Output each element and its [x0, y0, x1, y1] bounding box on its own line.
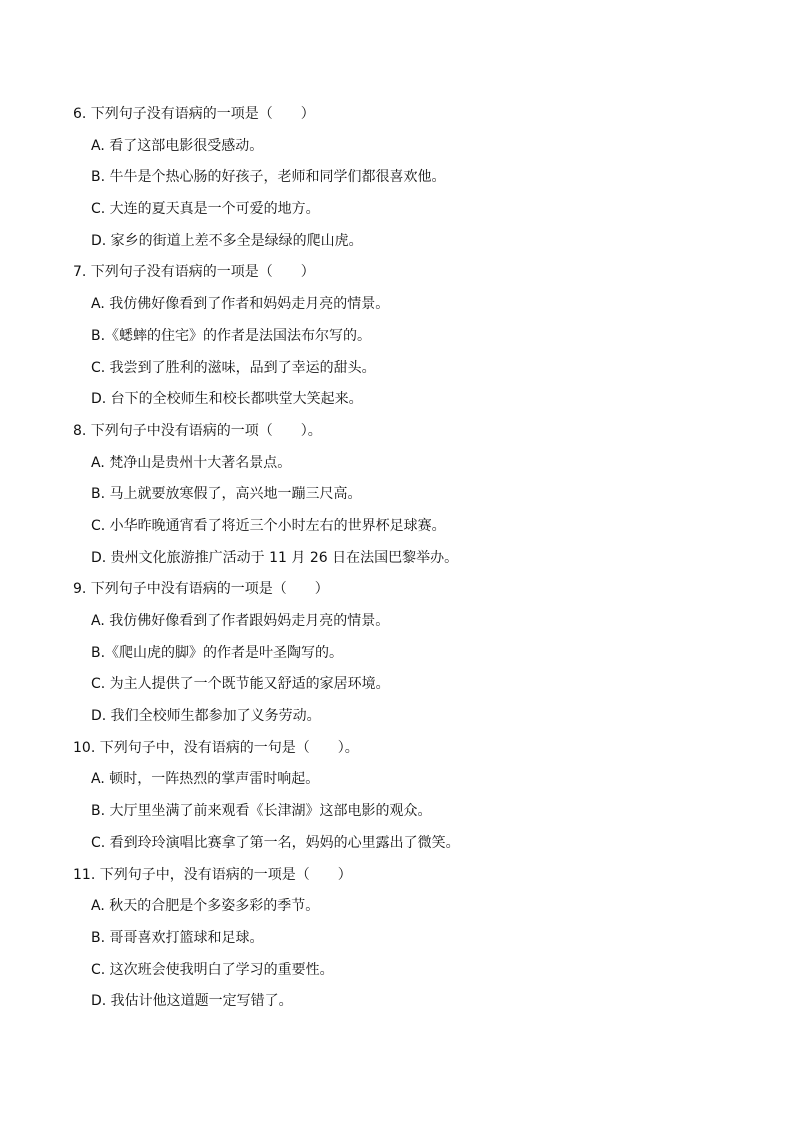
question-stem: 8. 下列句子中没有语病的一项（ ）。 — [73, 422, 322, 439]
question-8 — [73, 416, 753, 574]
option-b: B.《蟋蟀的住宅》的作者是法国法布尔写的。 — [91, 327, 372, 344]
option-b: B. 马上就要放寒假了，高兴地一蹦三尺高。 — [91, 486, 362, 503]
option-c: C. 看到玲玲演唱比赛拿了第一名，妈妈的心里露出了微笑。 — [91, 834, 460, 851]
option-a: A. 顿时，一阵热烈的掌声雷时响起。 — [91, 771, 320, 788]
option-a: A. 我仿佛好像看到了作者和妈妈走月亮的情景。 — [91, 296, 390, 313]
question-9 — [73, 574, 753, 732]
question-stem: 6. 下列句子没有语病的一项是（ ） — [73, 106, 315, 122]
option-d: D. 我估计他这道题一定写错了。 — [91, 993, 293, 1010]
question-10 — [73, 733, 753, 860]
question-stem: 9. 下列句子中没有语病的一项是（ ） — [73, 581, 329, 598]
option-a: A. 看了这部电影很受感动。 — [91, 137, 264, 154]
question-stem: 7. 下列句子没有语病的一项是（ ） — [73, 264, 315, 281]
option-c: C. 小华昨晚通宵看了将近三个小时左右的世界杯足球赛。 — [91, 517, 446, 534]
question-stem: 11. 下列句子中，没有语病的一项是（ ） — [73, 866, 352, 883]
option-b: B. 哥哥喜欢打篮球和足球。 — [91, 929, 264, 946]
question-6 — [73, 99, 753, 257]
question-list — [73, 99, 753, 1018]
option-c: C. 这次班会使我明白了学习的重要性。 — [91, 961, 334, 978]
option-c: C. 为主人提供了一个既节能又舒适的家居环境。 — [91, 676, 390, 693]
option-d: D. 贵州文化旅游推广活动于 11 月 26 日在法国巴黎举办。 — [91, 549, 459, 566]
option-d: D. 家乡的街道上差不多全是绿绿的爬山虎。 — [91, 232, 363, 249]
option-b: B. 大厅里坐满了前来观看《长津湖》这部电影的观众。 — [91, 803, 432, 820]
option-a: A. 我仿佛好像看到了作者跟妈妈走月亮的情景。 — [91, 613, 390, 629]
option-b: B.《爬山虎的脚》的作者是叶圣陶写的。 — [91, 644, 344, 661]
question-7 — [73, 257, 753, 415]
option-c: C. 大连的夏天真是一个可爱的地方。 — [91, 201, 320, 218]
question-11 — [73, 860, 753, 1018]
option-b: B. 牛牛是个热心肠的好孩子，老师和同学们都很喜欢他。 — [91, 169, 446, 186]
option-d: D. 我们全校师生都参加了义务劳动。 — [91, 708, 321, 725]
question-stem: 10. 下列句子中，没有语病的一句是（ ）。 — [73, 739, 359, 756]
option-a: A. 梵净山是贵州十大著名景点。 — [91, 454, 292, 471]
option-a: A. 秋天的合肥是个多姿多彩的季节。 — [91, 898, 320, 915]
option-d: D. 台下的全校师生和校长都哄堂大笑起来。 — [91, 391, 363, 408]
option-c: C. 我尝到了胜利的滋味，品到了幸运的甜头。 — [91, 359, 376, 376]
